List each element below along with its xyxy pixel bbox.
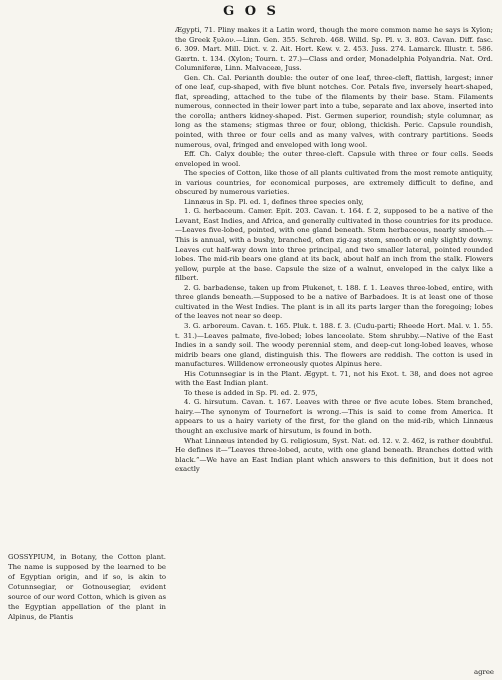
paragraph: To these is added in Sp. Pl. ed. 2. 975, [184, 388, 318, 397]
paragraph: 4. G. hirsutum. Cavan. t. 167. Leaves with three or five acute lobes. Stem branched, hairy.—The synonym of Tournefort is wrong.—This is said to come from America. It appears to us a hairy variety of the first, for the gland on the mid-rib, which Linnæus thought an exclusive mark of hirsutum, is found in both. [175, 398, 493, 435]
paragraph: 1. G. herbaceum. Camer. Epit. 203. Cavan. t. 164. f. 2, supposed to be a native of the Levant, East Indies, and Africa, and generally cultivated in those countries for its produce.—Leaves five-lobed, pointed, with one gland beneath. Stem herbaceous, nearly smooth.—This is annual, with a bushy, branched, often zig-zag stem, smooth or only slightly downy. Leaves cut half-way down into three principal, and two smaller lateral, pointed rounded lobes. The mid-rib bears one gland at its back, about half an inch from the stalk. Flowers yellow, purple at the base. Capsule the size of a walnut, enveloped in the calyx like a filbert. [175, 207, 493, 283]
page-header: G O S [223, 4, 279, 19]
paragraph: The species of Cotton, like those of all plants cultivated from the most remote antiquity, in various countries, for economical purposes, are extremely difficult to define, and obscured by numerous varieties. [175, 169, 493, 197]
left-column-text: GOSSYPIUM, in Botany, the Cotton plant. The name is supposed by the learned to be of Egyptian origin, and if so, is akin to Cotunnsegiar, or Gotnousegiar, evident source of our word Cotton, which is given as the Egyptian appellation of the plant in Alpinus, de Plantis [8, 553, 166, 621]
paragraph: Gen. Ch. Cal. Perianth double: the outer of one leaf, three-cleft, flattish, largest; inner of one leaf, cup-shaped, with five blunt notches. Cor. Petals five, inversely heart-shaped, flat, spreading, attached to the tube of the filaments by their base. Stam. Filaments numerous, connected in their lower part into a tube, separate and lax above, inserted into the corolla; anthers kidney-shaped. Pist. Germen superior, roundish; style columnar, as long as the stamens; stigmas three or four, oblong, thickish. Peric. Capsule roundish, pointed, with three or four cells and as many valves, with contrary partitions. Seeds numerous, oval, fringed and enveloped with long wool. [175, 73, 493, 149]
paragraph: Linnæus in Sp. Pl. ed. 1, defines three species only, [184, 197, 364, 206]
paragraph: 3. G. arboreum. Cavan. t. 165. Pluk. t. 188. f. 3. (Cudu-parti; Rheede Hort. Mal. v. 1. 55. t. 31.)—Leaves palmate, five-lobed; lobes lanceolate. Stem shrubby.—Native of the East Indies in a sandy soil. The woody perennial stem, and deep-cut long-lobed leaves, whose midrib bears one gland, distinguish this. The flowers are reddish. The cotton is used in manufactures. Willdenow erroneously quotes Alpinus here. [175, 321, 493, 369]
paragraph: Ægypti, 71. Pliny makes it a Latin word, though the more common name he says is Xylon; the Greek ξυλον.—Linn. Gen. 355. Schreb. 468. Willd. Sp. Pl. v. 3. 803. Cavan. Diff. fasc. 6. 309. Mart. Mill. Dict. v. 2. Ait. Hort. Kew. v. 2. 453. Juss. 274. Lamarck. Illustr. t. 586. Gærtn. t. 134. (Xylon; Tourn. t. 27.)—Class and order, Monadelphia Polyandria. Nat. Ord. Columniferæ, Linn. Malvaceæ, Juss. [175, 26, 493, 73]
catchword: agree [474, 668, 494, 676]
paragraph: 2. G. barbadense, taken up from Plukenet, t. 188. f. 1. Leaves three-lobed, entire, with three glands beneath.—Supposed to be a native of Barbadoes. It is at least one of those cultivated in the West Indies. The plant is in all its parts larger than the foregoing; lobes of the leaves not near so deep. [175, 283, 493, 321]
right-column [175, 26, 493, 676]
paragraph: His Cotunnsegiar is in the Plant. Ægypt. t. 71, not his Exot. t. 38, and does not agree with the East Indian plant. [175, 369, 493, 388]
paragraph: Eff. Ch. Calyx double; the outer three-cleft. Capsule with three or four cells. Seeds enveloped in wool. [175, 150, 493, 168]
paragraph: What Linnæus intended by G. religiosum, Syst. Nat. ed. 12. v. 2. 462, is rather doubtful. He defines it—“Leaves three-lobed, acute, with one gland beneath. Branches dotted with black.”—We have an East Indian plant which answers to this definition, but it does not exactly [175, 436, 493, 474]
